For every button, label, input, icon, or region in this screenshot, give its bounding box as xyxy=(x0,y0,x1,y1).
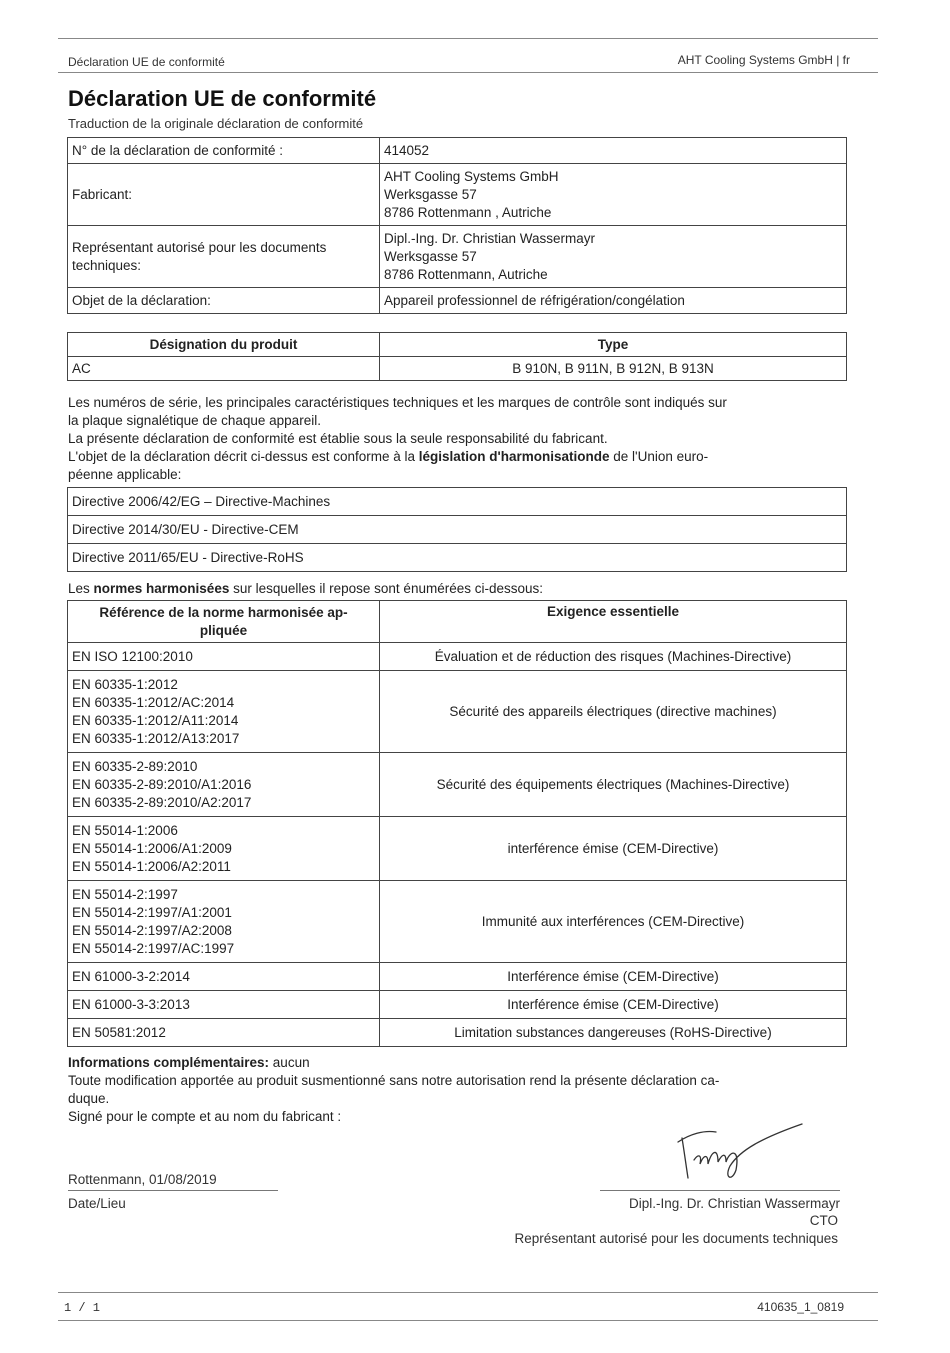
text-line: La présente déclaration de conformité est établie sous la seule responsabilité du fabricant. xyxy=(68,431,608,446)
value-line: Werksgasse 57 xyxy=(384,186,477,202)
norm-ref: EN 55014-2:1997/A2:2008 xyxy=(72,922,232,938)
text-fragment: Les xyxy=(68,581,94,596)
requirement-cell: Interférence émise (CEM-Directive) xyxy=(380,991,847,1019)
table-row xyxy=(68,226,847,288)
value-cell xyxy=(380,164,847,226)
text-line: duque. xyxy=(68,1091,110,1106)
table-header-row xyxy=(68,333,847,357)
table-row xyxy=(68,671,847,753)
norm-ref: EN 50581:2012 xyxy=(72,1024,166,1040)
value-line: 414052 xyxy=(384,142,430,158)
text-line xyxy=(68,1054,848,1072)
norm-refs-cell xyxy=(68,991,380,1019)
requirement-cell: Sécurité des équipements électriques (Machines-Directive) xyxy=(380,753,847,817)
norm-ref: EN 61000-3-3:2013 xyxy=(72,996,190,1012)
bold-fragment: normes harmonisées xyxy=(93,581,230,596)
signature-rule xyxy=(600,1190,840,1191)
page-title: Déclaration UE de conformité xyxy=(68,86,377,111)
date-label: Date/Lieu xyxy=(68,1196,126,1211)
norm-refs-cell xyxy=(68,753,380,817)
bold-fragment: Informations complémentaires: xyxy=(68,1055,270,1070)
date-rule xyxy=(68,1190,278,1191)
norm-ref: EN 60335-2-89:2010/A2:2017 xyxy=(72,794,252,810)
info-table xyxy=(67,137,847,314)
norm-ref: EN 55014-2:1997/AC:1997 xyxy=(72,940,235,956)
norms-table xyxy=(67,600,847,1047)
header-right: AHT Cooling Systems GmbH | fr xyxy=(677,53,850,67)
text-line: Les numéros de série, les principales caractéristiques techniques et les marques de contrôle sont indiqués sur xyxy=(68,395,727,410)
place-date: Rottenmann, 01/08/2019 xyxy=(68,1172,217,1187)
directive-cell: Directive 2011/65/EU - Directive-RoHS xyxy=(68,544,847,572)
label-cell: N° de la déclaration de conformité : xyxy=(68,138,380,164)
text-line: Signé pour le compte et au nom du fabricant : xyxy=(68,1109,342,1124)
requirement-cell: Évaluation et de réduction des risques (Machines-Directive) xyxy=(380,643,847,671)
signatory-title: Représentant autorisé pour les documents techniques xyxy=(514,1231,838,1246)
handwritten-signature xyxy=(670,1120,810,1190)
value-line: AHT Cooling Systems GmbH xyxy=(384,168,559,184)
norm-refs-cell xyxy=(68,817,380,881)
norm-ref: EN ISO 12100:2010 xyxy=(72,648,193,664)
signatory-name: Dipl.-Ing. Dr. Christian Wassermayr xyxy=(628,1196,840,1211)
norms-intro xyxy=(68,580,848,598)
text-fragment: aucun xyxy=(269,1055,310,1070)
directive-cell: Directive 2006/42/EG – Directive-Machines xyxy=(68,488,847,516)
table-row xyxy=(68,488,847,516)
table-row xyxy=(68,817,847,881)
table-row xyxy=(68,357,847,381)
product-table xyxy=(67,332,847,381)
text-line: péenne applicable: xyxy=(68,467,182,482)
value-line: 8786 Rottenmann, Autriche xyxy=(384,266,548,282)
type-cell: B 910N, B 911N, B 912N, B 913N xyxy=(380,357,847,381)
label-cell: Représentant autorisé pour les documents techniques: xyxy=(68,226,380,288)
value-line: Werksgasse 57 xyxy=(384,248,477,264)
column-header: Exigence essentielle xyxy=(380,601,847,643)
column-header: Type xyxy=(380,333,847,357)
norm-ref: EN 55014-2:1997/A1:2001 xyxy=(72,904,232,920)
table-row xyxy=(68,516,847,544)
norm-refs-cell xyxy=(68,881,380,963)
label-cell: Objet de la déclaration: xyxy=(68,288,380,314)
directive-cell: Directive 2014/30/EU - Directive-CEM xyxy=(68,516,847,544)
page-number: 1 / 1 xyxy=(64,1301,101,1315)
page-subtitle: Traduction de la originale déclaration de conformité xyxy=(68,116,364,131)
requirement-cell: Limitation substances dangereuses (RoHS-Directive) xyxy=(380,1019,847,1047)
requirement-cell: Interférence émise (CEM-Directive) xyxy=(380,963,847,991)
directives-table xyxy=(67,487,847,572)
norm-ref: EN 60335-1:2012/AC:2014 xyxy=(72,694,235,710)
header-left: Déclaration UE de conformité xyxy=(68,55,225,69)
document-code: 410635_1_0819 xyxy=(757,1300,844,1314)
text-line: Toute modification apportée au produit susmentionné sans notre autorisation rend la présente déclaration ca- xyxy=(68,1073,720,1088)
table-header-row xyxy=(68,601,847,643)
table-row xyxy=(68,963,847,991)
text-line xyxy=(68,448,848,466)
value-line: Dipl.-Ing. Dr. Christian Wassermayr xyxy=(384,230,596,246)
norm-ref: EN 55014-2:1997 xyxy=(72,886,178,902)
norm-refs-cell xyxy=(68,963,380,991)
signatory-role: CTO xyxy=(809,1213,838,1228)
footer-bottom-rule xyxy=(58,1320,878,1321)
bold-fragment: législation d'harmonisationde xyxy=(418,449,610,464)
value-line: Appareil professionnel de réfrigération/congélation xyxy=(384,292,685,308)
value-cell xyxy=(380,288,847,314)
norm-ref: EN 60335-2-89:2010 xyxy=(72,758,198,774)
table-row xyxy=(68,643,847,671)
text-fragment: de l'Union euro- xyxy=(609,449,709,464)
norm-ref: EN 60335-1:2012/A11:2014 xyxy=(72,712,239,728)
norm-refs-cell xyxy=(68,1019,380,1047)
header-bottom-rule xyxy=(58,72,878,73)
table-row xyxy=(68,1019,847,1047)
text-line: la plaque signalétique de chaque appareil. xyxy=(68,413,321,428)
table-row xyxy=(68,138,847,164)
norm-ref: EN 60335-1:2012 xyxy=(72,676,178,692)
text-fragment: L'objet de la déclaration décrit ci-dessus est conforme à la xyxy=(68,449,419,464)
table-row xyxy=(68,544,847,572)
value-cell xyxy=(380,226,847,288)
requirement-cell: Sécurité des appareils électriques (directive machines) xyxy=(380,671,847,753)
conformity-paragraph xyxy=(68,394,848,484)
norm-ref: EN 55014-1:2006/A1:2009 xyxy=(72,840,232,856)
table-row xyxy=(68,991,847,1019)
requirement-cell: interférence émise (CEM-Directive) xyxy=(380,817,847,881)
norm-ref: EN 60335-2-89:2010/A1:2016 xyxy=(72,776,252,792)
column-header: Référence de la norme harmonisée ap-pliquée xyxy=(68,601,380,643)
table-row xyxy=(68,288,847,314)
norm-ref: EN 61000-3-2:2014 xyxy=(72,968,190,984)
column-header: Désignation du produit xyxy=(68,333,380,357)
norm-ref: EN 55014-1:2006 xyxy=(72,822,178,838)
complementary-info xyxy=(68,1054,848,1126)
label-cell: Fabricant: xyxy=(68,164,380,226)
norm-ref: EN 55014-1:2006/A2:2011 xyxy=(72,858,231,874)
norm-refs-cell xyxy=(68,671,380,753)
value-cell xyxy=(380,138,847,164)
value-line: 8786 Rottenmann , Autriche xyxy=(384,204,552,220)
table-row xyxy=(68,881,847,963)
header-top-rule xyxy=(58,38,878,39)
table-row xyxy=(68,753,847,817)
norm-ref: EN 60335-1:2012/A13:2017 xyxy=(72,730,240,746)
designation-cell: AC xyxy=(68,357,380,381)
table-row xyxy=(68,164,847,226)
norm-refs-cell xyxy=(68,643,380,671)
footer-rule xyxy=(58,1292,878,1293)
requirement-cell: Immunité aux interférences (CEM-Directive) xyxy=(380,881,847,963)
text-fragment: sur lesquelles il repose sont énumérées ci-dessous: xyxy=(229,581,544,596)
